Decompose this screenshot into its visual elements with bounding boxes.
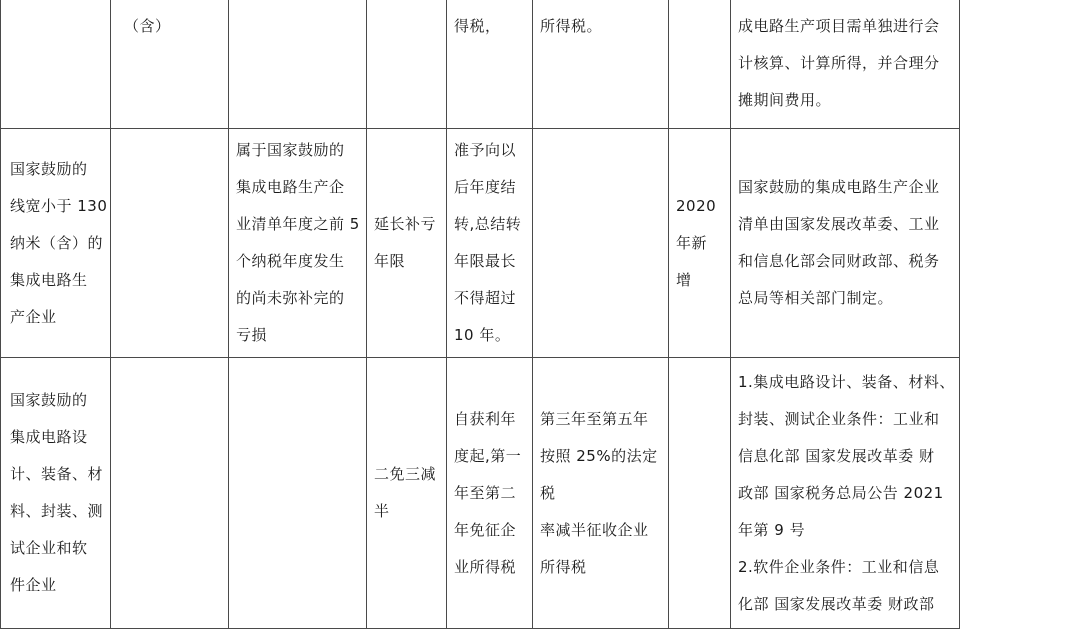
column-divider	[366, 0, 367, 629]
cell-r1-c6: 所得税。	[540, 17, 603, 35]
column-divider	[228, 0, 229, 629]
cell-r2-c3: 属于国家鼓励的 集成电路生产企 业清单年度之前 5 个纳税年度发生 的尚未弥补完的 亏损	[236, 141, 360, 344]
cell-r3-c9: 1.集成电路设计、装备、材料、 封装、测试企业条件：工业和 信息化部 国家发展改革委 财 政部 国家税务总局公告 2021 年第 9 号 2.软件企业条件：工业和信息 化部 国家发展改革委 财政部	[738, 373, 955, 613]
column-divider	[668, 0, 669, 629]
cell-r2-c9: 国家鼓励的集成电路生产企业 清单由国家发展改革委、工业 和信息化部会同财政部、税务 总局等相关部门制定。	[738, 178, 940, 307]
cell-r1-c5: 得税，	[454, 17, 501, 35]
cell-r2-c1: 国家鼓励的 线宽小于 130 纳米（含）的 集成电路生 产企业	[10, 159, 108, 326]
column-divider	[959, 0, 960, 629]
column-divider	[0, 0, 1, 629]
cell-r2-c8: 2020 年新 增	[676, 196, 717, 289]
cell-r1-c9: 成电路生产项目需单独进行会 计核算、计算所得，并合理分 摊期间费用。	[738, 17, 940, 109]
cell-r3-c1: 国家鼓励的 集成电路设 计、装备、材 料、封装、测 试企业和软 件企业	[10, 391, 104, 594]
cell-r2-c4: 延长补亏 年限	[374, 215, 437, 270]
row-divider	[0, 628, 960, 629]
cell-r2-c5: 准予向以 后年度结 转,总结转 年限最长 不得超过 10 年。	[454, 141, 522, 344]
cell-r3-c5: 自获利年 度起,第一 年至第二 年免征企 业所得税	[454, 409, 522, 576]
column-divider	[532, 0, 533, 629]
cell-r3-c6: 第三年至第五年 按照 25%的法定税 率减半征收企业 所得税	[540, 409, 658, 576]
column-divider	[110, 0, 111, 629]
cell-r1-c2: （含）	[124, 17, 171, 35]
column-divider	[730, 0, 731, 629]
cell-r3-c4: 二免三减 半	[374, 465, 437, 520]
column-divider	[446, 0, 447, 629]
